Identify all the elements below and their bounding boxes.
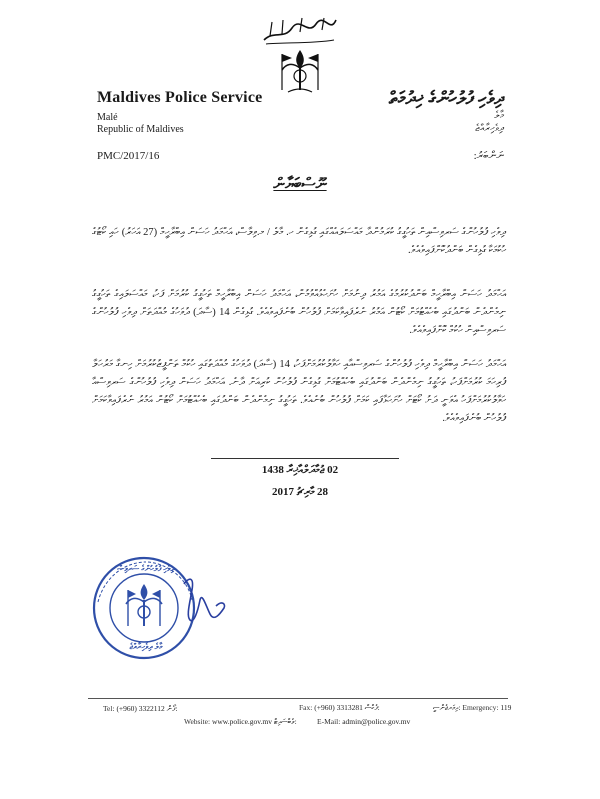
organization-name-english: Maldives Police Service <box>97 89 263 106</box>
website-label-dhivehi: ވެބްސައިޓް: <box>273 717 297 726</box>
tel-label-dhivehi: ފޯން: <box>166 704 178 713</box>
document-title: ނޫސްބަޔާން <box>273 176 327 193</box>
tel-label: Tel: <box>103 704 115 713</box>
reference-label-dhivehi: ނަންބަރު: <box>473 150 504 162</box>
country-dhivehi: ދިވެހިރާއްޖެ <box>475 123 504 134</box>
hijri-date: 02 ޖުމާދަލްއާޚިރާ 1438 <box>261 464 339 476</box>
bismillah-calligraphy <box>260 14 340 48</box>
gregorian-date: 28 މާރިޗު 2017 <box>272 486 328 498</box>
emergency-label: Emergency: <box>462 703 499 712</box>
footer-emergency <box>433 703 511 713</box>
footer-fax <box>299 703 380 713</box>
footer-website <box>184 717 297 727</box>
stamp-text-bottom: މާލެ ދިވެހިރާއްޖެ <box>129 642 163 651</box>
website-label: Website: <box>184 717 211 726</box>
footer-email <box>317 717 410 726</box>
organization-name-dhivehi: ދިވެހި ފުލުހުންގެ ޚިދުމަތް <box>388 88 504 108</box>
footer-rule <box>88 698 508 699</box>
fax-label: Fax: <box>299 703 313 712</box>
website-url[interactable]: www.police.gov.mv <box>211 717 272 726</box>
country-english: Republic of Maldives <box>97 124 184 135</box>
signature <box>180 570 230 630</box>
body-paragraph-2: އަޙްމަދު ހަސަން އިބްރާހީމް ބަންދުކުރުމުގެ އަމުރު ދިނުމަށް ހުށަހެޅުއްވުމުން، އަޙްމަދު ހަސަން އިބްރާހީމް ތަހުގީގު ކުރުމަށް ފަހު، މައްސަލައިގެ ތަހުގީގު ނިމެންދެން ބަންދުގައި ބެހެއްޓުމަށް ކޯޓުން އަމުރު ނެރެފައިވާކަމަށް ފުލުހުން ބުނެފައިވެއެވެ. ގުޅިގެން 14 (ސާދަ) ދުވަހުގެ މުއްދަތަށް ދިވެހި ފުލުހުންގެ ސަރވިސްއިން ހުކުމް ކޮށްފައިވެއެވެ. <box>92 289 506 336</box>
emergency-label-dhivehi: އިމަރޖެންސީ: <box>433 703 461 712</box>
city-english: Malé <box>97 112 118 123</box>
body-paragraph-3: އަޙްމަދު ހަސަން އިބްރާހީމް ދިވެހި ފުލުހުންގެ ސަރވިސްއާއި ހަވާލުކުރުމަށްފަހު، 14 (ސާދަ) ދުވަހުގެ މުއްދަތުގައި ހުކުމް ތަންފީޒުކުރުމަށް ހިނގާ މަރުހަލާ ފުރިހަމަ ކުރުމަށްފަހު، ތަހުގީގު ނިމެންދެން ބަންދުގައި ބެހެއްޓުމަށް ގުޅިގެން ފުލުހުން ކުރިއަށް ދާނެ. އަޙްމަދު ހަސަން ދިވެހި ފުލުހުންގެ ސަރވިސްއާ ހަވާލުކުރުމަށްފަހު އެވަނީ ދަށު ކޯޓަށް ހުށަހަޅާފައި ކަމަށް ފުލުހުން ބުނެއެވެ. ތަހުގީގު ނިމެންދެން ބަންދުގައި ބެހެއްޓުމަށް ކޯޓުން އަމުރު ނެރެފައިވާކަމަށް ފުލުހުން ބުނެފައިވެއެވެ. <box>92 359 506 424</box>
email-label: E-Mail: <box>317 717 341 726</box>
body-paragraph-1: ދިވެހި ފުލުހުންގެ ސަރވިސްއިން ތަހުގީގު ކުރަމުންދާ މައްސަލައެއްގައި ގުޅިގެން ހ. މާލެ / މ.ވިލާސް، އަޙްމަދު ހަސަން އިބްރާހީމް (27 އަހަރު) ހައި ކޯޓުގެ ހުކުމަކާ ގުޅިގެން ބަންދުކޮށްފައިވެއެވެ. <box>92 227 506 256</box>
state-emblem-icon <box>272 46 328 96</box>
fax-label-dhivehi: ފެކްސް: <box>364 703 380 712</box>
stamp-text-top: ދިވެހި ފުލުހުންގެ ސަރވިސް <box>117 564 175 573</box>
emergency-number: 119 <box>500 703 512 712</box>
email-address[interactable]: admin@police.gov.mv <box>342 717 411 726</box>
fax-number: (+960) 3313281 <box>314 703 363 712</box>
reference-number: PMC/2017/16 <box>97 150 160 162</box>
footer-telephone <box>103 704 177 714</box>
city-dhivehi: މާލެ <box>494 110 504 121</box>
date-separator-line <box>211 458 399 459</box>
tel-number: (+960) 3322112 <box>116 704 165 713</box>
